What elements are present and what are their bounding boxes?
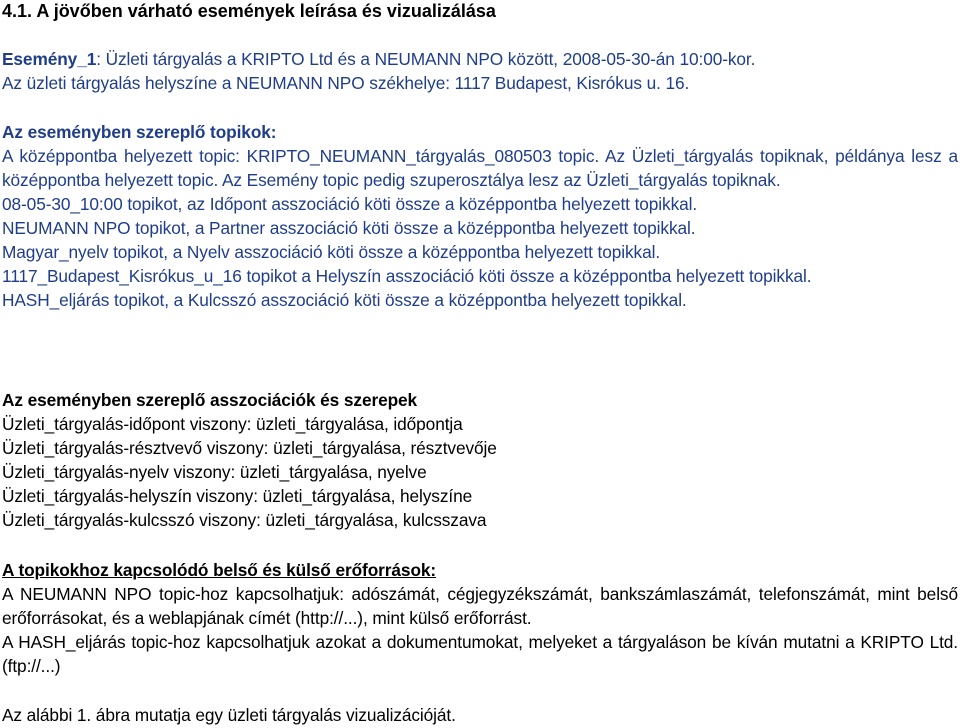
section-heading: 4.1. A jövőben várható események leírása és vizualizálása: [2, 1, 496, 21]
event-location: Az üzleti tárgyalás helyszíne a NEUMANN NPO székhelye: 1117 Budapest, Kisrókus u. 16.: [2, 73, 690, 93]
topics-heading: Az eseményben szereplő topikok:: [2, 122, 277, 142]
topic-line-5: HASH_eljárás topikot, a Kulcsszó asszociáció köti össze a középpontba helyezett topikkal.: [2, 290, 687, 310]
resources-heading: A topikokhoz kapcsolódó belső és külső erőforrások:: [2, 560, 437, 580]
topic-line-2: NEUMANN NPO topikot, a Partner asszociáció köti össze a középpontba helyezett topikkal.: [2, 218, 696, 238]
topic-line-4: 1117_Budapest_Kisrókus_u_16 topikot a Helyszín asszociáció köti össze a középpontba helyezett topikkal.: [2, 266, 812, 286]
event-line: [2, 47, 958, 71]
associations-heading: Az eseményben szereplő asszociációk és szerepek: [2, 390, 418, 410]
association-line-2: Üzleti_tárgyalás-résztvevő viszony: üzleti_tárgyalása, résztvevője: [2, 438, 497, 458]
figure-reference: Az alábbi 1. ábra mutatja egy üzleti tárgyalás vizualizációját.: [2, 705, 456, 725]
association-line-4: Üzleti_tárgyalás-helyszín viszony: üzleti_tárgyalása, helyszíne: [2, 486, 473, 506]
resources-paragraph-2: A HASH_eljárás topic-hoz kapcsolhatjuk azokat a dokumentumokat, melyeket a tárgyaláson be kíván mutatni a KRIPTO Ltd. (ftp://...): [2, 632, 958, 676]
event-text: : Üzleti tárgyalás a KRIPTO Ltd és a NEUMANN NPO között, 2008-05-30-án 10:00-kor.: [96, 49, 756, 69]
event-label: Esemény_1: [2, 49, 97, 69]
associations-block: [2, 388, 958, 532]
topics-block: [2, 120, 958, 312]
resources-paragraph-1: A NEUMANN NPO topic-hoz kapcsolhatjuk: adószámát, cégjegyzékszámát, bankszámlaszámát, telefonszámát, mint belső erőforrásokat, és a weblapjának címét (http://...), mint külső erőforrást.: [2, 584, 958, 628]
resources-block: [2, 558, 958, 678]
association-line-1: Üzleti_tárgyalás-időpont viszony: üzleti_tárgyalása, időpontja: [2, 414, 463, 434]
event-block: [2, 47, 958, 95]
topics-intro: A középpontba helyezett topic: KRIPTO_NEUMANN_tárgyalás_080503 topic. Az Üzleti_tárgyalás topiknak, példánya lesz a középpontba helyezett topic. Az Esemény topic pedig szuperosztálya lesz az Üzleti_tárgyalás topiknak.: [2, 146, 958, 190]
footer-block: [2, 703, 958, 727]
topic-line-3: Magyar_nyelv topikot, a Nyelv asszociáció köti össze a középpontba helyezett topikkal.: [2, 242, 661, 262]
association-line-3: Üzleti_tárgyalás-nyelv viszony: üzleti_tárgyalása, nyelve: [2, 462, 427, 482]
topic-line-1: 08-05-30_10:00 topikot, az Időpont asszociáció köti össze a középpontba helyezett topikkal.: [2, 194, 698, 214]
association-line-5: Üzleti_tárgyalás-kulcsszó viszony: üzleti_tárgyalása, kulcsszava: [2, 510, 487, 530]
